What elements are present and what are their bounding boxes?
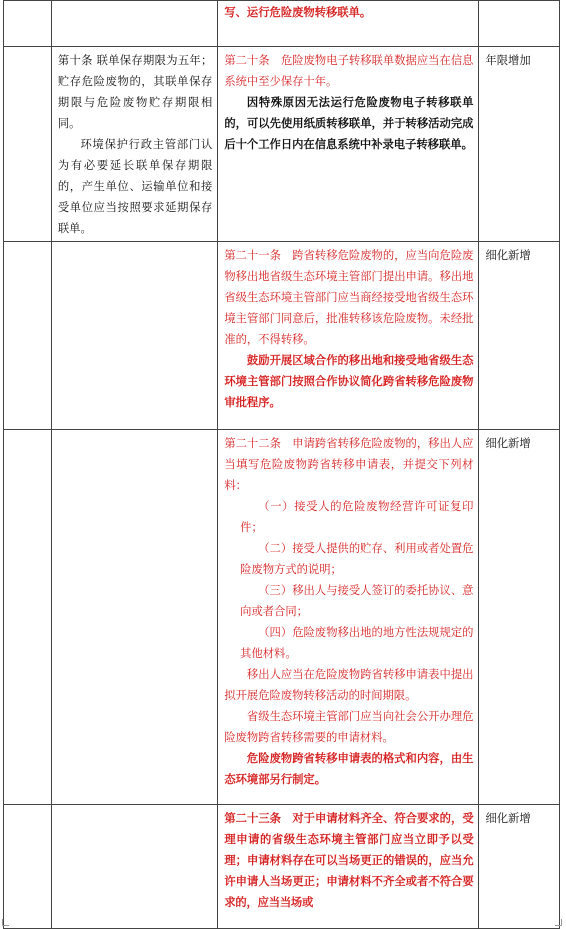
old-text-paragraph: 环境保护行政主管部门认为有必要延长联单保存期限的，产生单位、运输单位和接受单位应当按照要求延期保存联单。 <box>57 138 213 235</box>
note-cell: 年限增加 <box>479 47 560 242</box>
note-cell: 细化新增 <box>479 430 560 805</box>
old-text-cell <box>51 1 217 47</box>
new-text-paragraph: 鼓励开展区域合作的移出地和接受地省级生态环境主管部门按照合作协议简化跨省转移危险废物审批程序。 <box>224 354 474 409</box>
note-cell: 细化新增 <box>479 242 560 430</box>
new-text-cell <box>218 1 479 47</box>
row-number-cell <box>4 242 52 430</box>
table-row <box>4 1 560 47</box>
note-cell <box>479 1 560 47</box>
table-row <box>4 805 560 929</box>
new-text-paragraph: 第二十条 危险废物电子转移联单数据应当在信息系统中至少保存十年。 <box>224 54 474 88</box>
page-corner-mark <box>555 919 562 926</box>
new-text-paragraph: 第二十一条 跨省转移危险废物的，应当向危险废物移出地省级生态环境主管部门提出申请。移出地省级生态环境主管部门应当商经接受地省级生态环境主管部门同意后，批准转移该危险废物。未经批准的，不得转移。 <box>224 249 474 346</box>
comparison-table <box>3 0 560 929</box>
note-cell: 细化新增 <box>479 805 560 929</box>
row-number-cell <box>4 1 52 47</box>
new-text-paragraph: 第二十二条 申请跨省转移危险废物的，移出人应当填写危险废物跨省转移申请表，并提交下列材料： <box>224 437 474 492</box>
table-row <box>4 242 560 430</box>
new-text-cell <box>218 47 479 242</box>
row-number-cell <box>4 805 52 929</box>
new-text-paragraph: 移出人应当在危险废物跨省转移申请表中提出拟开展危险废物转移活动的时间期限。 <box>224 668 474 702</box>
new-text-line: 写、运行危险废物转移联单。 <box>224 6 372 19</box>
old-text-paragraph: 第十条 联单保存期限为五年；贮存危险废物的，其联单保存期限与危险废物贮存期限相同。 <box>57 54 213 130</box>
table-row <box>4 47 560 242</box>
row-number-cell <box>4 47 52 242</box>
new-text-cell <box>218 805 479 929</box>
old-text-cell <box>51 805 217 929</box>
new-text-cell <box>218 242 479 430</box>
page-corner-mark <box>2 919 9 926</box>
new-text-paragraph: 省级生态环境主管部门应当向社会公开办理危险废物跨省转移需要的申请材料。 <box>224 710 474 744</box>
list-item: （三）移出人与接受人签订的委托协议、意向或者合同； <box>240 584 474 618</box>
new-text-paragraph: 危险废物跨省转移申请表的格式和内容，由生态环境部另行制定。 <box>224 752 474 786</box>
old-text-cell <box>51 47 217 242</box>
row-number-cell <box>4 430 52 805</box>
list-item: （四）危险废物移出地的地方性法规规定的其他材料。 <box>240 626 474 660</box>
list-item: （二）接受人提供的贮存、利用或者处置危险废物方式的说明； <box>240 542 474 576</box>
new-text-paragraph: 因特殊原因无法运行危险废物电子转移联单的，可以先使用纸质转移联单，并于转移活动完成后十个工作日内在信息系统中补录电子转移联单。 <box>224 96 474 151</box>
old-text-cell <box>51 242 217 430</box>
new-text-paragraph: 第二十三条 对于申请材料齐全、符合要求的，受理申请的省级生态环境主管部门应当立即予以受理；申请材料存在可以当场更正的错误的，应当允许申请人当场更正；申请材料不齐全或者不符合要求的，应当当场或 <box>224 812 474 909</box>
table-row <box>4 430 560 805</box>
list-item: （一）接受人的危险废物经营许可证复印件； <box>240 500 474 534</box>
new-text-cell <box>218 430 479 805</box>
old-text-cell <box>51 430 217 805</box>
